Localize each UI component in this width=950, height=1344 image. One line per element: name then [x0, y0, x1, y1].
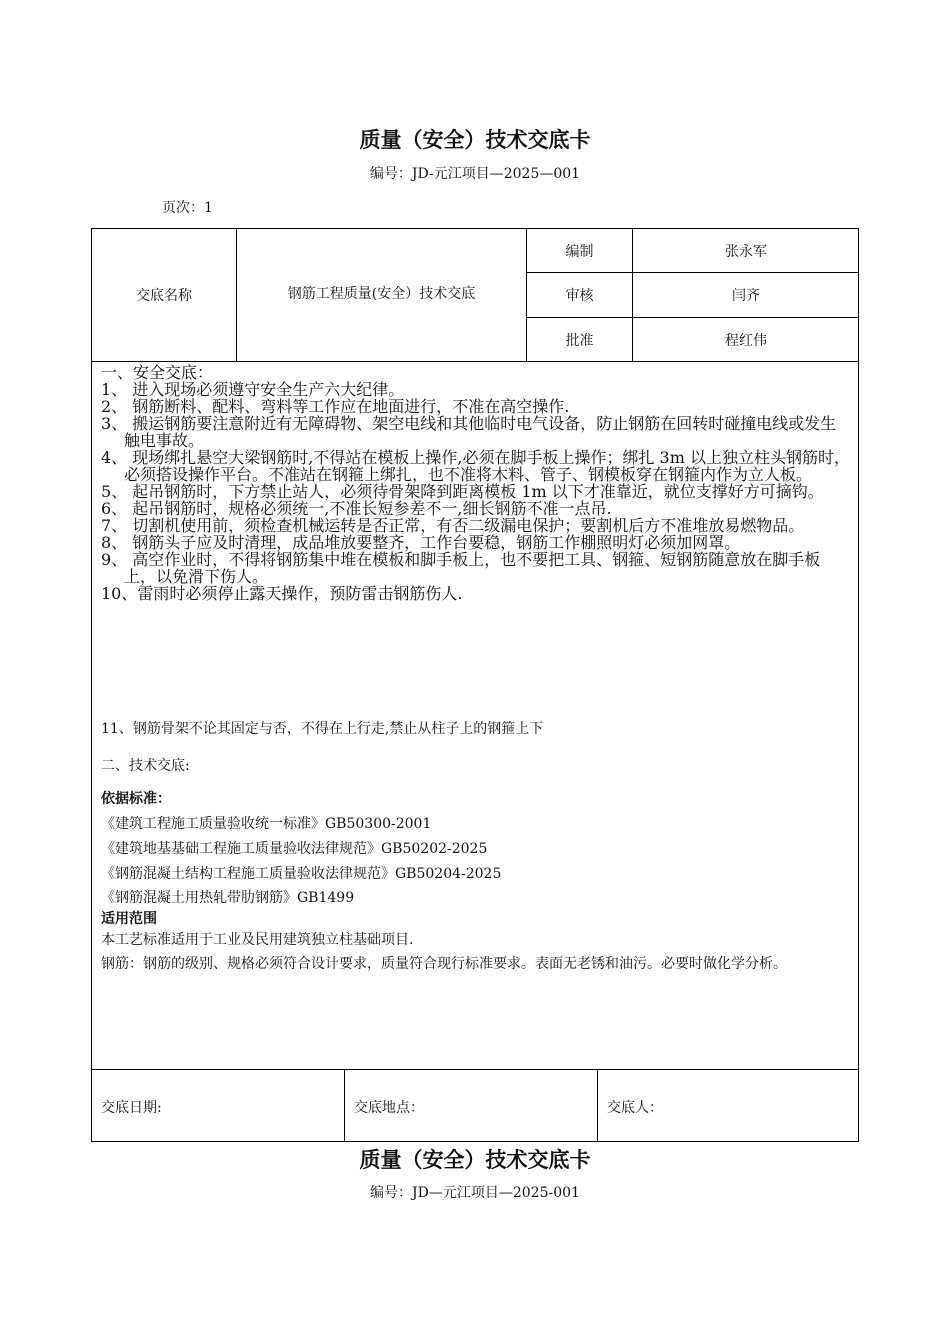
- safety-item: 4、 现场绑扎悬空大梁钢筋时,不得站在模板上操作,必须在脚手板上操作；绑扎 3m 以上独立柱头钢筋时，必须搭设操作平台。不准站在钢箍上绑扎，也不准将木料、管子、钢模板穿在钢箍内作为立人板。: [101, 448, 850, 484]
- safety-item: 5、 起吊钢筋时，下方禁止站人，必须待骨架降到距离模板 1m 以下才准靠近，就位支撑好方可摘钩。: [101, 482, 824, 501]
- reviewed-by-value: 闫齐: [732, 288, 760, 304]
- second-document-title: 质量（安全）技术交底卡: [359, 1148, 591, 1172]
- document-title: 质量（安全）技术交底卡: [359, 128, 591, 152]
- disclosure-name-label: 交底名称: [136, 288, 192, 304]
- grid-line: [91, 1069, 859, 1070]
- prepared-by-value: 张永军: [725, 243, 767, 260]
- safety-item-11: 11、钢筋骨架不论其固定与否，不得在上行走,禁止从柱子上的钢箍上下: [101, 721, 544, 737]
- scope-text: 本工艺标准适用于工业及民用建筑独立柱基础项目.: [101, 932, 414, 948]
- standard-item: 《钢筋混凝土用热轧带肋钢筋》GB1499: [101, 890, 355, 906]
- safety-heading: 一、安全交底：: [101, 363, 214, 382]
- page-number: 页次：1: [162, 200, 213, 216]
- safety-item: 3、 搬运钢筋要注意附近有无障碍物、架空电线和其他临时电气设备，防止钢筋在回转时碰撞电线或发生触电事故。: [101, 414, 837, 450]
- safety-item: 10、雷雨时必须停止露天操作，预防雷击钢筋伤人.: [101, 584, 463, 603]
- standard-item: 《建筑地基基础工程施工质量验收法律规范》GB50202-2025: [101, 841, 488, 857]
- disclosure-date-label: 交底日期:: [101, 1100, 162, 1116]
- reviewed-by-label: 审核: [565, 288, 594, 304]
- safety-item: 7、 切割机使用前，须检查机械运转是否正常，有否二级漏电保护；要割机后方不准堆放易燃物品。: [101, 516, 805, 535]
- steel-text: 钢筋：钢筋的级别、规格必须符合设计要求，质量符合现行标准要求。表面无老锈和油污。必要时做化学分析。: [101, 956, 787, 972]
- standard-item: 《钢筋混凝土结构工程施工质量验收法律规范》GB50204-2025: [101, 866, 502, 882]
- technical-heading: 二、技术交底:: [101, 758, 190, 774]
- safety-item: 2、 钢筋断料、配料、弯料等工作应在地面进行，不准在高空操作.: [101, 397, 570, 416]
- grid-line: [597, 1069, 598, 1142]
- approved-by-value: 程红伟: [725, 332, 767, 349]
- scope-heading: 适用范围: [101, 911, 157, 927]
- technical-disclosure: [101, 787, 851, 977]
- safety-item: 1、 进入现场必须遵守安全生产六大纪律。: [101, 380, 405, 399]
- safety-item: 6、 起吊钢筋时，规格必须统一,不准长短参差不一,细长钢筋不准一点吊.: [101, 499, 612, 518]
- prepared-by-label: 编制: [565, 243, 594, 260]
- grid-line: [344, 1069, 345, 1142]
- disclosure-place-label: 交底地点：: [354, 1100, 424, 1116]
- grid-line: [91, 361, 859, 362]
- second-document-number: 编号：JD—元江项目—2025-001: [370, 1185, 580, 1201]
- disclosure-name-value: 钢筋工程质量(安全）技术交底: [287, 286, 476, 302]
- approved-by-label: 批准: [565, 332, 594, 349]
- basis-heading: 依据标准：: [101, 791, 171, 807]
- standard-item: 《建筑工程施工质量验收统一标准》GB50300-2001: [101, 816, 432, 832]
- safety-item: 8、 钢筋头子应及时清理，成品堆放要整齐，工作台要稳，钢筋工作棚照明灯必须加网罩。: [101, 533, 741, 552]
- disclosure-person-label: 交底人：: [607, 1100, 663, 1116]
- safety-disclosure: [101, 364, 851, 602]
- document-number: 编号：JD-元江项目—2025—001: [369, 166, 581, 182]
- safety-item: 9、 高空作业时，不得将钢筋集中堆在模板和脚手板上，也不要把工具、钢箍、短钢筋随意放在脚手板上，以免滑下伤人。: [101, 550, 821, 586]
